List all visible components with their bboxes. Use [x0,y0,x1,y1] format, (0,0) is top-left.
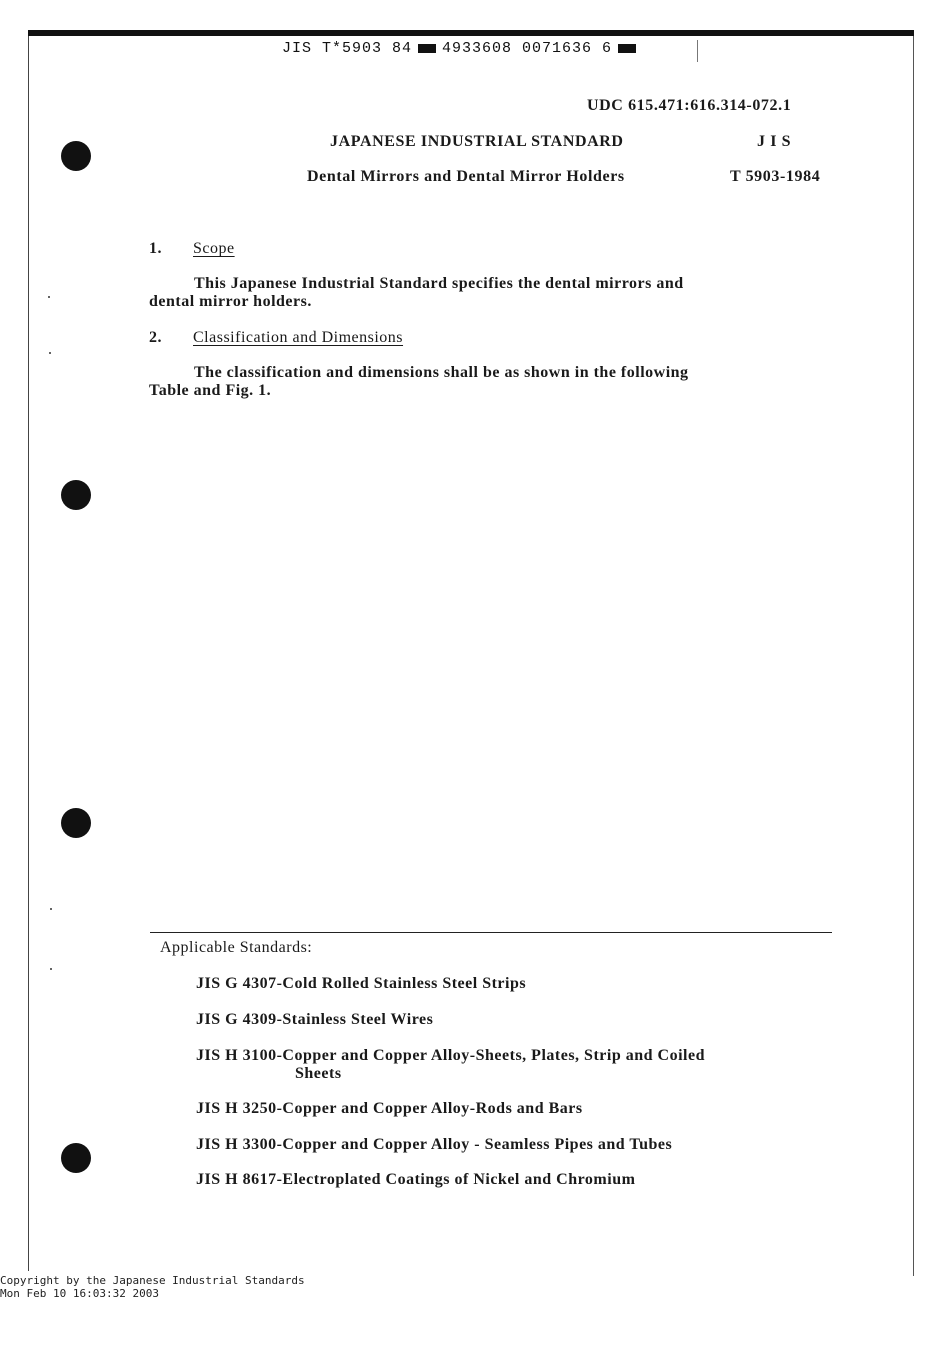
scan-left-border [28,36,29,1271]
scan-top-border [28,30,914,36]
applicable-standard-item-continued: Sheets [295,1065,342,1082]
scan-speck [48,296,50,298]
scan-header-barcode: 4933608 0071636 6 [442,40,613,57]
section-1-line-2: dental mirror holders. [149,293,312,310]
applicable-standard-item: JIS H 3250-Copper and Copper Alloy-Rods and Bars [196,1100,583,1117]
section-2-number: 2. [149,329,162,346]
footnote-divider [150,932,832,933]
standard-name: JAPANESE INDUSTRIAL STANDARD [330,133,624,150]
section-2-line-2: Table and Fig. 1. [149,382,272,399]
udc-number: UDC 615.471:616.314-072.1 [587,97,792,114]
copyright-footer [0,1274,305,1300]
scan-speck [50,968,52,970]
timestamp-line: Mon Feb 10 16:03:32 2003 [0,1287,159,1300]
scan-speck [50,908,52,910]
redaction-block [418,44,436,53]
applicable-standard-item: JIS G 4307-Cold Rolled Stainless Steel Strips [196,975,527,992]
section-1-heading: Scope [193,240,235,257]
punch-hole-4 [61,1143,91,1173]
scan-speck [49,352,51,354]
section-2-heading: Classification and Dimensions [193,329,404,346]
section-1-line-1: This Japanese Industrial Standard specifies the dental mirrors and [194,275,684,292]
scan-right-border [913,36,914,1276]
standard-number: T 5903-1984 [730,168,821,185]
document-title: Dental Mirrors and Dental Mirror Holders [307,168,625,185]
redaction-block [618,44,636,53]
punch-hole-1 [61,141,91,171]
section-1-number: 1. [149,240,162,257]
copyright-line: Copyright by the Japanese Industrial Standards [0,1274,305,1287]
applicable-standard-item: JIS H 3300-Copper and Copper Alloy - Seamless Pipes and Tubes [196,1136,673,1153]
applicable-standards-label: Applicable Standards: [160,939,313,956]
section-2-line-1: The classification and dimensions shall be as shown in the following [194,364,689,381]
punch-hole-2 [61,480,91,510]
applicable-standard-item: JIS H 8617-Electroplated Coatings of Nickel and Chromium [196,1171,636,1188]
punch-hole-3 [61,808,91,838]
scan-tick-mark [697,40,698,62]
applicable-standard-item: JIS G 4309-Stainless Steel Wires [196,1011,434,1028]
applicable-standard-item: JIS H 3100-Copper and Copper Alloy-Sheets, Plates, Strip and Coiled [196,1047,705,1064]
scan-header [282,40,642,57]
jis-mark: J I S [757,133,792,150]
scan-header-code: JIS T*5903 84 [282,40,413,57]
